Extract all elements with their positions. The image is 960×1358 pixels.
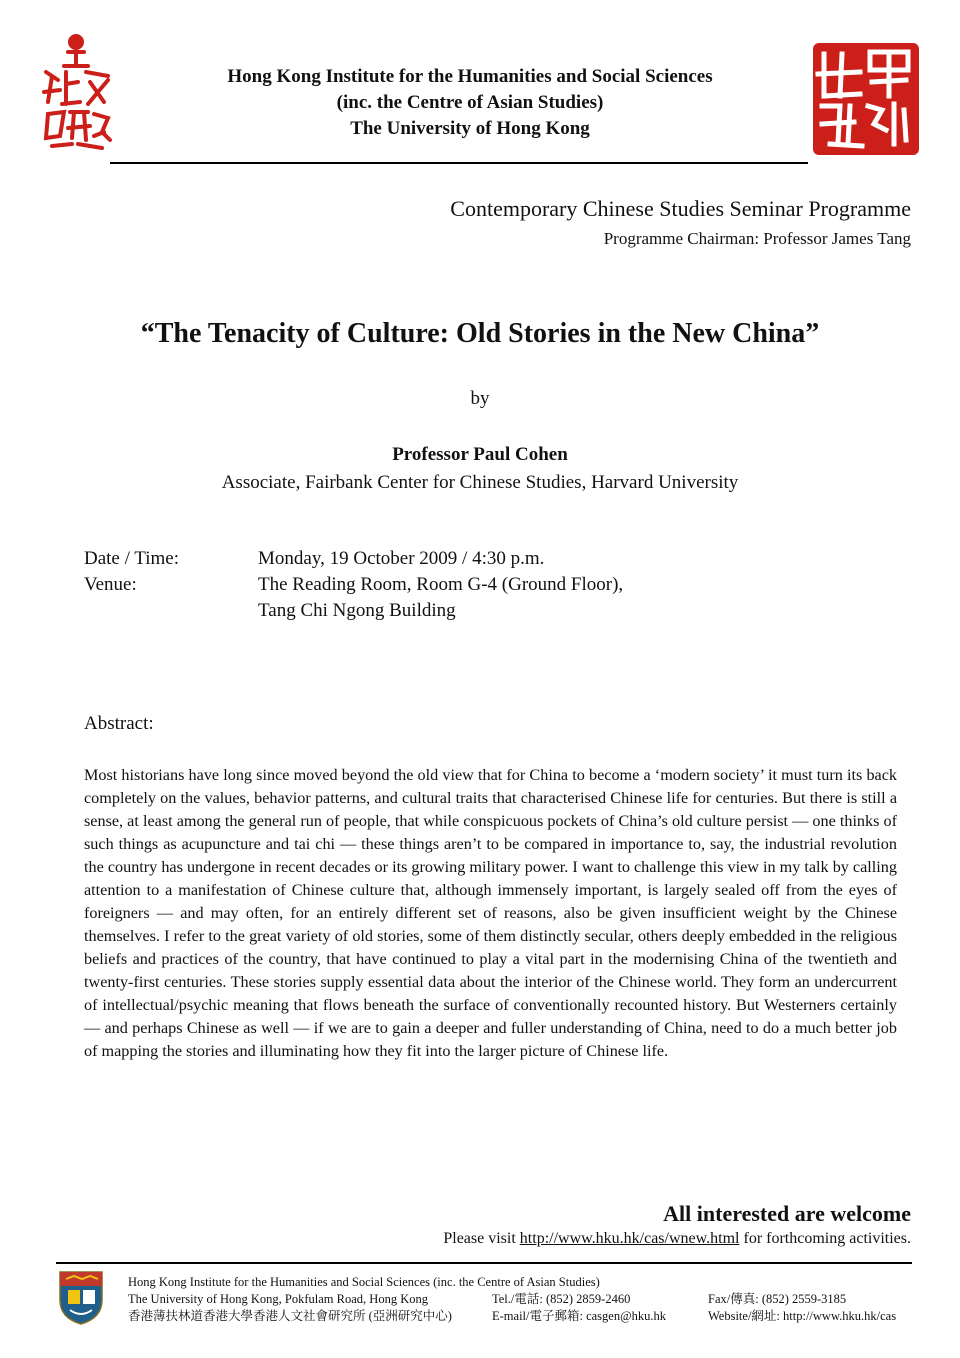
date-value: Monday, 19 October 2009 / 4:30 p.m. bbox=[258, 548, 545, 569]
talk-title: “The Tenacity of Culture: Old Stories in the New China” bbox=[140, 318, 820, 349]
visit-note bbox=[443, 1230, 911, 1248]
hku-crest-icon bbox=[58, 1270, 104, 1326]
date-label: Date / Time: bbox=[84, 548, 180, 569]
footer-address-zh: 香港薄扶林道香港大學香港人文社會研究所 (亞洲研究中心) bbox=[128, 1309, 452, 1323]
visit-suffix: for forthcoming activities. bbox=[739, 1230, 911, 1247]
programme-chairman: Programme Chairman: Professor James Tang bbox=[603, 229, 911, 248]
footer-email[interactable]: E-mail/電子郵箱: casgen@hku.hk bbox=[492, 1309, 666, 1323]
speaker-name: Professor Paul Cohen bbox=[392, 444, 568, 465]
abstract-heading: Abstract: bbox=[84, 713, 154, 734]
footer-institute: Hong Kong Institute for the Humanities and Social Sciences (inc. the Centre of Asian Studies) bbox=[128, 1275, 600, 1289]
footer-address-en: The University of Hong Kong, Pokfulam Road, Hong Kong bbox=[128, 1292, 428, 1306]
venue-line-1: The Reading Room, Room G-4 (Ground Floor), bbox=[258, 574, 624, 595]
institute-name: Hong Kong Institute for the Humanities and Social Sciences bbox=[227, 66, 713, 87]
welcome-note: All interested are welcome bbox=[663, 1201, 911, 1226]
footer-tel: Tel./電話: (852) 2859-2460 bbox=[492, 1292, 631, 1306]
footer-website[interactable]: Website/網址: http://www.hku.hk/cas bbox=[708, 1309, 897, 1323]
venue-line-2: Tang Chi Ngong Building bbox=[258, 600, 456, 621]
abstract-text: Most historians have long since moved beyond the old view that for China to become a ‘modern society’ it must turn its back completely on the values, behavior patterns, and cultural traits that characterised Chinese life for centuries. But there is still a sense, at least among the general run of people, that while conspicuous pockets of China’s old culture persist — one thinks of such things as acupuncture and tai chi — these things aren’t to be compared in importance to, say, the industrial revolution the country has undergone in recent decades or its growing military power. I want to challenge this view in my talk by calling attention to a manifestation of Chinese culture that, although immensely important, is largely sealed off from the eyes of foreigners — and may often, for an entirely different set of reasons, also be given insufficient weight by the Chinese themselves. I refer to the great variety of old stories, some of them distinctly secular, others deeply embedded in the religious beliefs and practices of the country, that have continued to play a vital part in the modernising China of the twentieth and twenty-first centuries. These stories supply essential data about the interior of the Chinese world. They form an undercurrent of intellectual/psychic meaning that flows beneath the surface of conventionally recounted history. But Westerners certainly — and perhaps Chinese as well — if we are to gain a deeper and fuller understanding of China, need to do a much better job of mapping the stories and illuminating how they fit into the larger picture of Chinese life. bbox=[84, 766, 897, 1060]
institute-subname: (inc. the Centre of Asian Studies) bbox=[336, 92, 604, 113]
activities-link[interactable]: http://www.hku.hk/cas/wnew.html bbox=[519, 1230, 740, 1247]
centre-seal-icon bbox=[810, 40, 922, 158]
institute-seal-icon bbox=[38, 32, 114, 162]
header-divider bbox=[110, 162, 808, 164]
by-label: by bbox=[470, 388, 490, 409]
footer-fax: Fax/傳真: (852) 2559-3185 bbox=[708, 1292, 847, 1306]
footer-divider bbox=[56, 1262, 912, 1264]
institution-header bbox=[150, 64, 790, 142]
university-name: The University of Hong Kong bbox=[350, 118, 590, 139]
venue-label: Venue: bbox=[84, 574, 137, 595]
programme-name: Contemporary Chinese Studies Seminar Programme bbox=[450, 196, 911, 221]
visit-prefix: Please visit bbox=[443, 1230, 520, 1247]
speaker-affiliation: Associate, Fairbank Center for Chinese Studies, Harvard University bbox=[221, 472, 739, 493]
